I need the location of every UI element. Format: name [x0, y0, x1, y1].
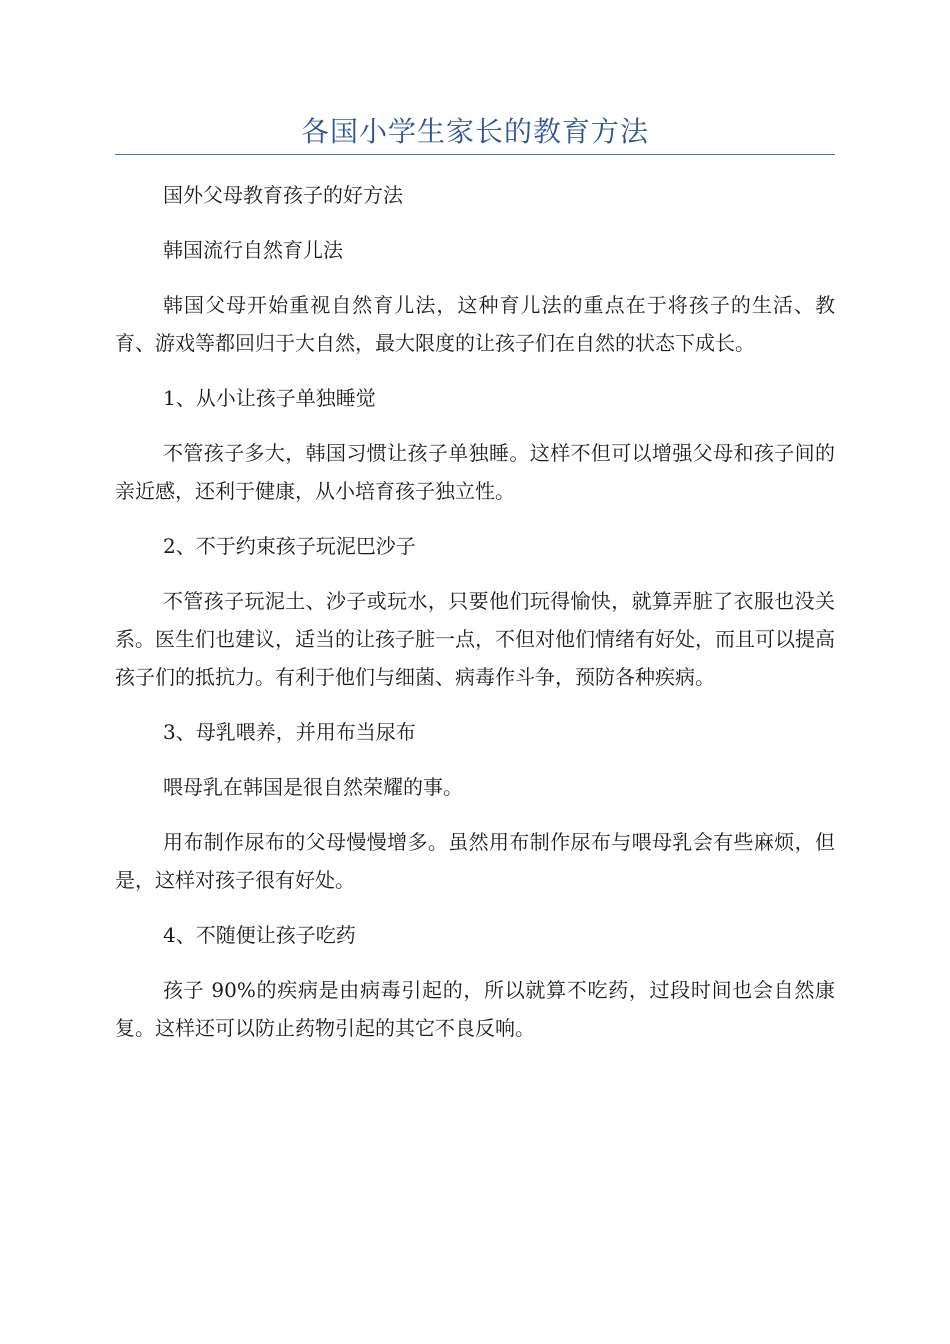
paragraph-section-heading: 韩国流行自然育儿法: [163, 238, 343, 262]
paragraph-text: 不管孩子玩泥土、沙子或玩水，只要他们玩得愉快，就算弄脏了衣服也没关系。医生们也建议，适当的让孩子脏一点，不但对他们情绪有好处，而且可以提高孩子们的抵抗力。有利于他们与细菌、病毒作斗争，预防各种疾病。: [115, 589, 835, 689]
document-body: [115, 176, 835, 1064]
paragraph-item-heading-3: 3、母乳喂养，并用布当尿布: [163, 720, 416, 744]
paragraph-text: 孩子 90%的疾病是由病毒引起的，所以就算不吃药，过段时间也会自然康复。这样还可以防止药物引起的其它不良反响。: [115, 978, 835, 1040]
paragraph-item-heading-1: 1、从小让孩子单独睡觉: [163, 386, 376, 410]
paragraph-item-heading-2: 2、不于约束孩子玩泥巴沙子: [163, 534, 416, 558]
document-title: 各国小学生家长的教育方法: [300, 115, 649, 148]
paragraph-text: 用布制作尿布的父母慢慢增多。虽然用布制作尿布与喂母乳会有些麻烦，但是，这样对孩子很有好处。: [115, 830, 835, 892]
paragraph-item-heading-4: 4、不随便让孩子吃药: [163, 923, 356, 947]
paragraph-intro-heading: 国外父母教育孩子的好方法: [163, 183, 403, 207]
paragraph-text: 韩国父母开始重视自然育儿法，这种育儿法的重点在于将孩子的生活、教育、游戏等都回归于大自然，最大限度的让孩子们在自然的状态下成长。: [115, 293, 835, 355]
paragraph-text: 不管孩子多大，韩国习惯让孩子单独睡。这样不但可以增强父母和孩子间的亲近感，还利于健康，从小培育孩子独立性。: [115, 441, 835, 503]
title-underline: [115, 154, 835, 155]
paragraph-text: 喂母乳在韩国是很自然荣耀的事。: [163, 775, 463, 799]
